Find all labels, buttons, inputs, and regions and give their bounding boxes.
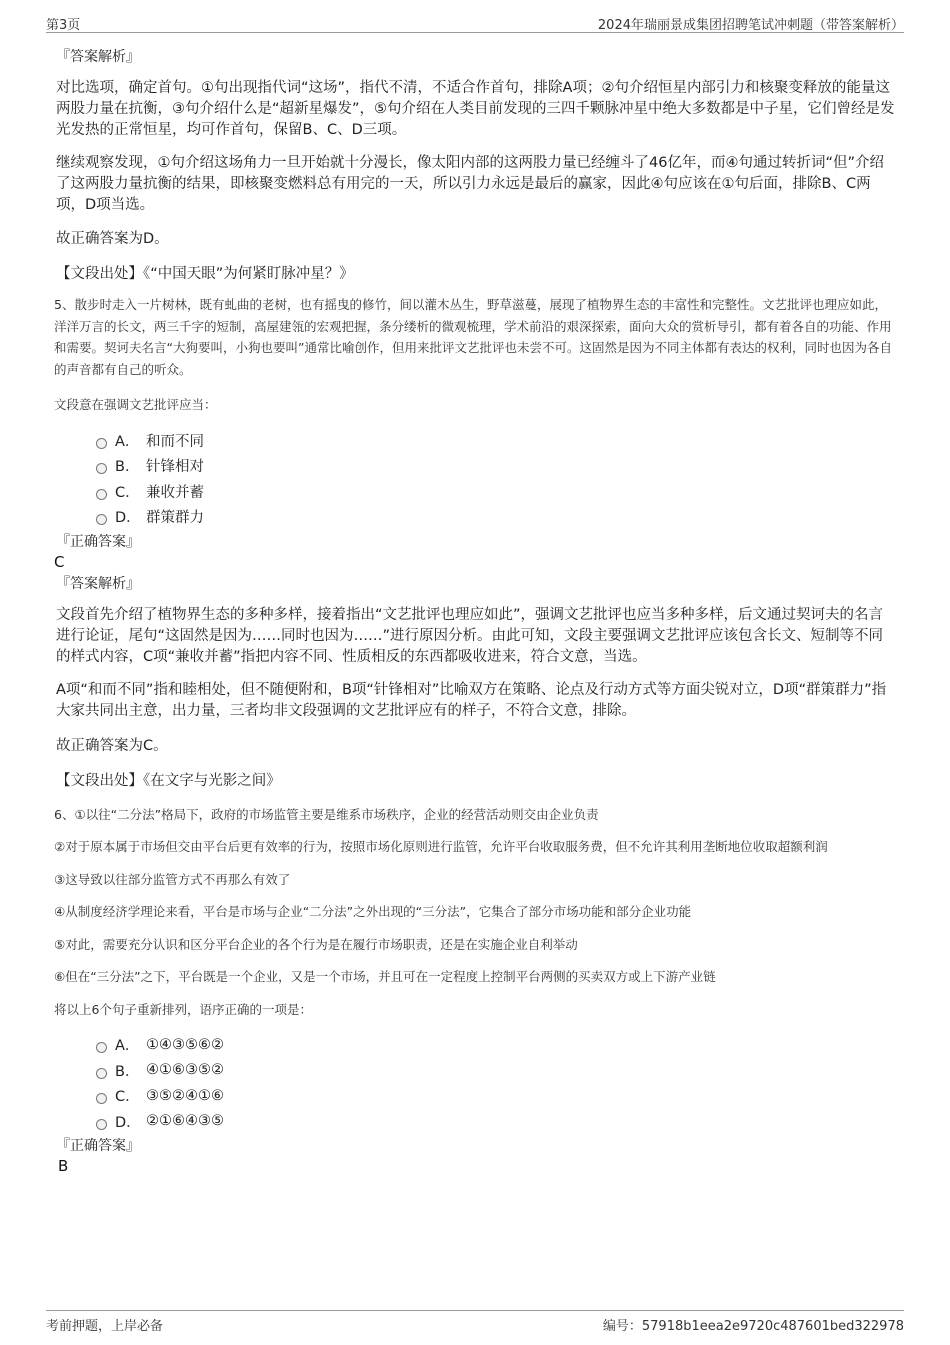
header-divider (46, 32, 904, 33)
radio-icon[interactable] (96, 1068, 107, 1079)
q5-conclusion: 故正确答案为C。 (56, 737, 168, 754)
q6-option-a[interactable]: A． ①④③⑤⑥② (96, 1032, 896, 1058)
radio-icon[interactable] (96, 514, 107, 525)
q5-correct-label: 『正确答案』 (56, 533, 140, 550)
radio-icon[interactable] (96, 489, 107, 500)
q6-sentence-4: ④从制度经济学理论来看，平台是市场与企业“二分法”之外出现的“三分法”，它集合了部分市场功能和部分企业功能 (54, 904, 692, 919)
q5-analysis-paragraph-1: 文段首先介绍了植物界生态的多种多样，接着指出“文艺批评也理应如此”，强调文艺批评也应当多种多样，后文通过契诃夫的名言进行论证，尾句“这固然是因为……同时也因为……”进行原因分析。由此可知，文段主要强调文艺批评应该包含长文、短制等不同的样式内容，C项“兼收并蓄”指把内容不同、性质相反的东西都吸收进来，符合文意，当选。 (56, 606, 884, 665)
q4-analysis-paragraph-1: 对比选项，确定首句。①句出现指代词“这场”，指代不清，不适合作首句，排除A项；②句介绍恒星内部引力和核聚变释放的能量这两股力量在抗衡，③句介绍什么是“超新星爆发”，⑤句介绍在人类目前发现的三四千颗脉冲星中绝大多数都是中子星，它们曾经是发光发热的正常恒星，均可作首句，保留B、C、D三项。 (56, 80, 895, 138)
page-header (0, 0, 950, 32)
q6-sentence-1: 6、①以往“二分法”格局下，政府的市场监管主要是维系市场秩序，企业的经营活动则交由企业负责 (54, 806, 599, 822)
footer-slogan: 考前押题，上岸必备 (46, 1319, 164, 1334)
q5-question: 文段意在强调文艺批评应当： (54, 397, 217, 412)
radio-icon[interactable] (96, 438, 107, 449)
q6-correct-answer: B (58, 1157, 69, 1175)
q6-correct-label: 『正确答案』 (56, 1138, 140, 1154)
q6-question: 将以上6个句子重新排列，语序正确的一项是： (54, 1001, 312, 1017)
radio-icon[interactable] (96, 1119, 107, 1130)
q4-analysis-paragraph-2: 继续观察发现，①句介绍这场角力一旦开始就十分漫长，像太阳内部的这两股力量已经缠斗了46亿年，而④句通过转折词“但”介绍了这两股力量抗衡的结果，即核聚变燃料总有用完的一天，所以引力永远是最后的赢家，因此④句应该在①句后面，排除B、C两项，D项当选。 (56, 155, 884, 213)
radio-icon[interactable] (96, 1042, 107, 1053)
q6-option-b[interactable]: B． ④①⑥③⑤② (96, 1058, 896, 1084)
q5-option-c[interactable]: C． 兼收并蓄 (96, 479, 896, 505)
page-content (56, 47, 896, 1176)
page-footer (0, 1310, 950, 1345)
q4-source: 【文段出处】《“中国天眼”为何紧盯脉冲星？》 (56, 266, 354, 282)
q5-correct-answer: C (54, 552, 65, 571)
q5-option-b[interactable]: B． 针锋相对 (96, 453, 896, 479)
q5-option-d[interactable]: D． 群策群力 (96, 504, 896, 530)
q6-sentence-5: ⑤对此，需要充分认识和区分平台企业的各个行为是在履行市场职责，还是在实施企业自利举动 (54, 936, 578, 952)
q6-sentence-3: ③这导致以往部分监管方式不再那么有效了 (54, 871, 291, 887)
q6-options (56, 1032, 896, 1134)
q4-analysis-label: 『答案解析』 (56, 49, 140, 65)
q6-sentence-6: ⑥但在“三分法”之下，平台既是一个企业，又是一个市场，并且可在一定程度上控制平台两侧的买卖双方或上下游产业链 (54, 969, 716, 984)
q4-conclusion: 故正确答案为D。 (56, 231, 169, 247)
q5-analysis-label: 『答案解析』 (56, 575, 140, 592)
q5-options (56, 428, 896, 530)
q6-option-d[interactable]: D． ②①⑥④③⑤ (96, 1109, 896, 1135)
document-id: 编号：57918b1eea2e9720c487601bed322978 (602, 1319, 904, 1334)
document-title: 2024年瑞丽景成集团招聘笔试冲刺题（带答案解析） (597, 18, 904, 33)
q6-option-c[interactable]: C． ③⑤②④①⑥ (96, 1083, 896, 1109)
q5-option-a[interactable]: A． 和而不同 (96, 428, 896, 454)
q6-sentence-2: ②对于原本属于市场但交由平台后更有效率的行为，按照市场化原则进行监管，允许平台收取服务费，但不允许其利用垄断地位收取超额利润 (54, 839, 828, 854)
q5-stem: 5、散步时走入一片树林，既有虬曲的老树，也有摇曳的修竹，间以灌木丛生，野草滋蔓，展现了植物界生态的丰富性和完整性。文艺批评也理应如此，洋洋万言的长文，两三千字的短制，高屋建瓴的宏观把握，条分缕析的微观梳理，学术前沿的艰深探索，面向大众的赏析导引，都有着各自的功能、作用和需要。契诃夫名言“大狗要叫，小狗也要叫”通常比喻创作，但用来批评文艺批评也未尝不可。这固然是因为不同主体都有表达的权利，同时也因为各自的声音都有自己的听众。 (54, 297, 892, 377)
q5-analysis-paragraph-2: A项“和而不同”指和睦相处，但不随便附和，B项“针锋相对”比喻双方在策略、论点及行动方式等方面尖锐对立，D项“群策群力”指大家共同出主意，出力量，三者均非文段强调的文艺批评应有的样子，不符合文意，排除。 (56, 681, 887, 719)
radio-icon[interactable] (96, 1093, 107, 1104)
page-number: 第3页 (46, 18, 81, 33)
radio-icon[interactable] (96, 463, 107, 474)
q5-source: 【文段出处】《在文字与光影之间》 (56, 772, 281, 789)
footer-divider (46, 1310, 904, 1311)
